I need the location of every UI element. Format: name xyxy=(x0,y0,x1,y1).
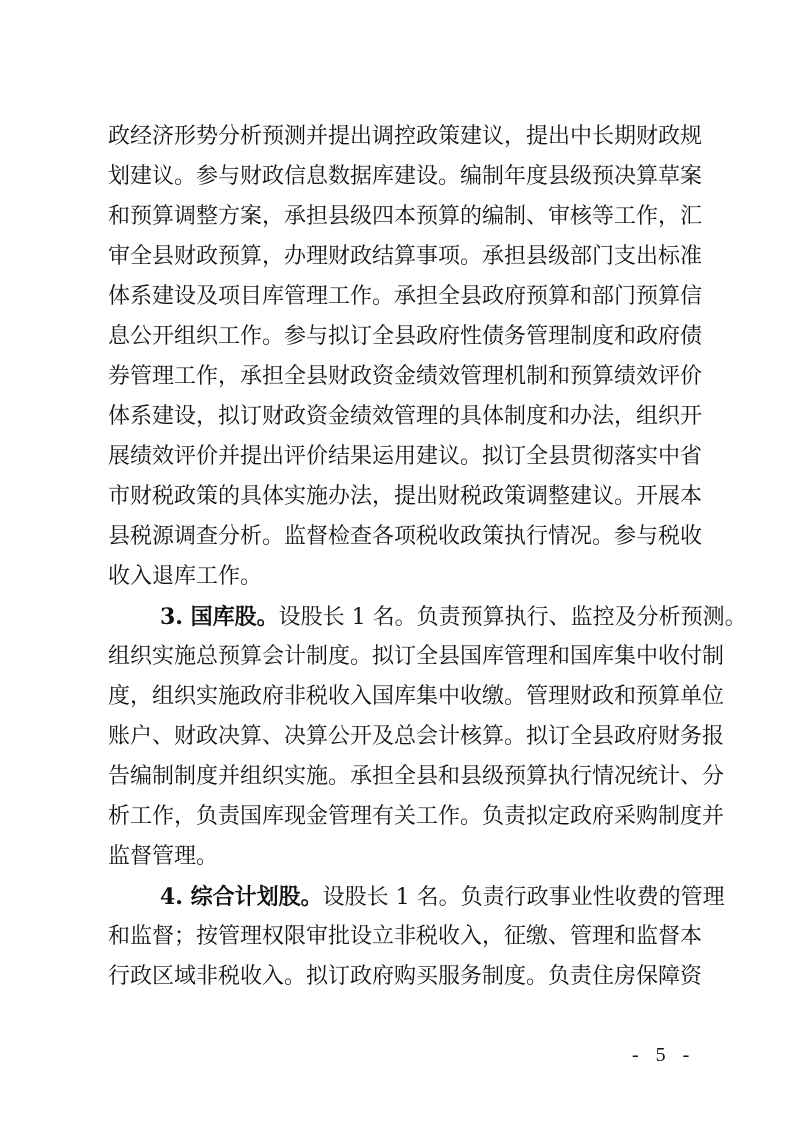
text-line: 收入退库工作。 xyxy=(108,564,263,589)
text-line: 县税源调查分析。监督检查各项税收政策执行情况。参与税收 xyxy=(108,524,703,549)
page-number: - 5 - xyxy=(632,1044,696,1066)
paragraph xyxy=(108,597,747,877)
text-line: 政经济形势分析预测并提出调控政策建议，提出中长期财政规 xyxy=(108,124,703,149)
paragraph xyxy=(108,877,725,997)
text-line: 体系建设，拟订财政资金绩效管理的具体制度和办法，组织开 xyxy=(108,404,703,429)
text-line: 展绩效评价并提出评价结果运用建议。拟订全县贯彻落实中省 xyxy=(108,444,703,469)
text-line: 券管理工作，承担全县财政资金绩效管理机制和预算绩效评价 xyxy=(108,364,703,389)
text-line: 度，组织实施政府非税收入国库集中收缴。管理财政和预算单位 xyxy=(108,684,725,709)
text-line: 市财税政策的具体实施办法，提出财税政策调整建议。开展本 xyxy=(108,484,703,509)
line-text: 设股长 1 名。负责行政事业性收费的管理 xyxy=(322,885,725,910)
line-text: 设股长 1 名。负责预算执行、监控及分析预测。 xyxy=(278,605,747,630)
text-line: 析工作，负责国库现金管理有关工作。负责拟定政府采购制度并 xyxy=(108,804,725,829)
text-line: 和预算调整方案，承担县级四本预算的编制、审核等工作，汇 xyxy=(108,204,703,229)
text-line: 行政区域非税收入。拟订政府购买服务制度。负责住房保障资 xyxy=(108,964,703,989)
text-line: 账户、财政决算、决算公开及总会计核算。拟订全县政府财务报 xyxy=(108,724,725,749)
text-line: 和监督；按管理权限审批设立非税收入，征缴、管理和监督本 xyxy=(108,924,703,949)
text-line: 审全县财政预算，办理财政结算事项。承担县级部门支出标准 xyxy=(108,244,703,269)
section-heading: 4. 综合计划股。 xyxy=(160,884,323,910)
text-line: 息公开组织工作。参与拟订全县政府性债务管理制度和政府债 xyxy=(108,324,703,349)
paragraph xyxy=(108,117,703,597)
text-line: 组织实施总预算会计制度。拟订全县国库管理和国库集中收付制 xyxy=(108,644,725,669)
text-line xyxy=(108,597,747,637)
section-heading: 3. 国库股。 xyxy=(160,604,279,630)
text-line: 划建议。参与财政信息数据库建设。编制年度县级预决算草案 xyxy=(108,164,703,189)
text-line: 告编制制度并组织实施。承担全县和县级预算执行情况统计、分 xyxy=(108,764,725,789)
document-body xyxy=(108,117,747,997)
text-line: 监督管理。 xyxy=(108,844,219,869)
text-line: 体系建设及项目库管理工作。承担全县政府预算和部门预算信 xyxy=(108,284,703,309)
text-line xyxy=(108,877,725,917)
